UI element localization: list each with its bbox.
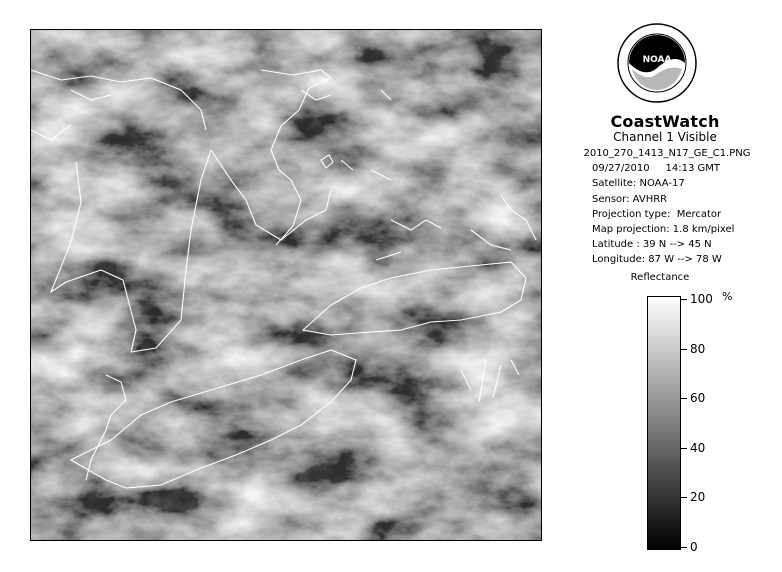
colorbar-label: Reflectance bbox=[630, 272, 690, 283]
meta-projection-type: Projection type: Mercator bbox=[592, 208, 722, 220]
cloud-texture bbox=[31, 30, 541, 540]
meta-longitude: Longitude: 87 W --> 78 W bbox=[592, 254, 722, 266]
colorbar bbox=[647, 296, 681, 550]
map-svg bbox=[31, 30, 541, 540]
meta-sensor: Sensor: AVHRR bbox=[592, 193, 668, 205]
colorbar-tick bbox=[681, 349, 687, 350]
colorbar-tick-label: 80 bbox=[690, 342, 706, 356]
colorbar-tick-label: 20 bbox=[690, 490, 706, 504]
satellite-image bbox=[30, 29, 542, 541]
noaa-logo-svg bbox=[616, 22, 698, 104]
meta-datetime: 09/27/2010 14:13 GMT bbox=[592, 163, 721, 175]
colorbar-tick-label: 100 bbox=[690, 292, 713, 306]
colorbar-tick bbox=[681, 547, 687, 548]
colorbar-tick bbox=[681, 299, 687, 300]
noaa-logo-icon bbox=[616, 22, 698, 104]
colorbar-tick-label: 40 bbox=[690, 441, 706, 455]
channel-subtitle: Channel 1 Visible bbox=[613, 130, 717, 144]
meta-map-projection: Map projection: 1.8 km/pixel bbox=[592, 224, 735, 236]
app-title: CoastWatch bbox=[610, 112, 720, 131]
colorbar-tick-label: 0 bbox=[690, 540, 698, 554]
metadata-block bbox=[562, 146, 772, 268]
colorbar-tick bbox=[681, 398, 687, 399]
colorbar-tick-label: 60 bbox=[690, 391, 706, 405]
colorbar-tick bbox=[681, 497, 687, 498]
meta-satellite: Satellite: NOAA-17 bbox=[592, 178, 685, 190]
colorbar-tick bbox=[681, 448, 687, 449]
meta-filename: 2010_270_1413_N17_GE_C1.PNG bbox=[583, 148, 751, 159]
colorbar-unit: % bbox=[722, 290, 733, 303]
meta-latitude: Latitude : 39 N --> 45 N bbox=[592, 239, 712, 251]
logo-text: NOAA bbox=[642, 55, 672, 65]
